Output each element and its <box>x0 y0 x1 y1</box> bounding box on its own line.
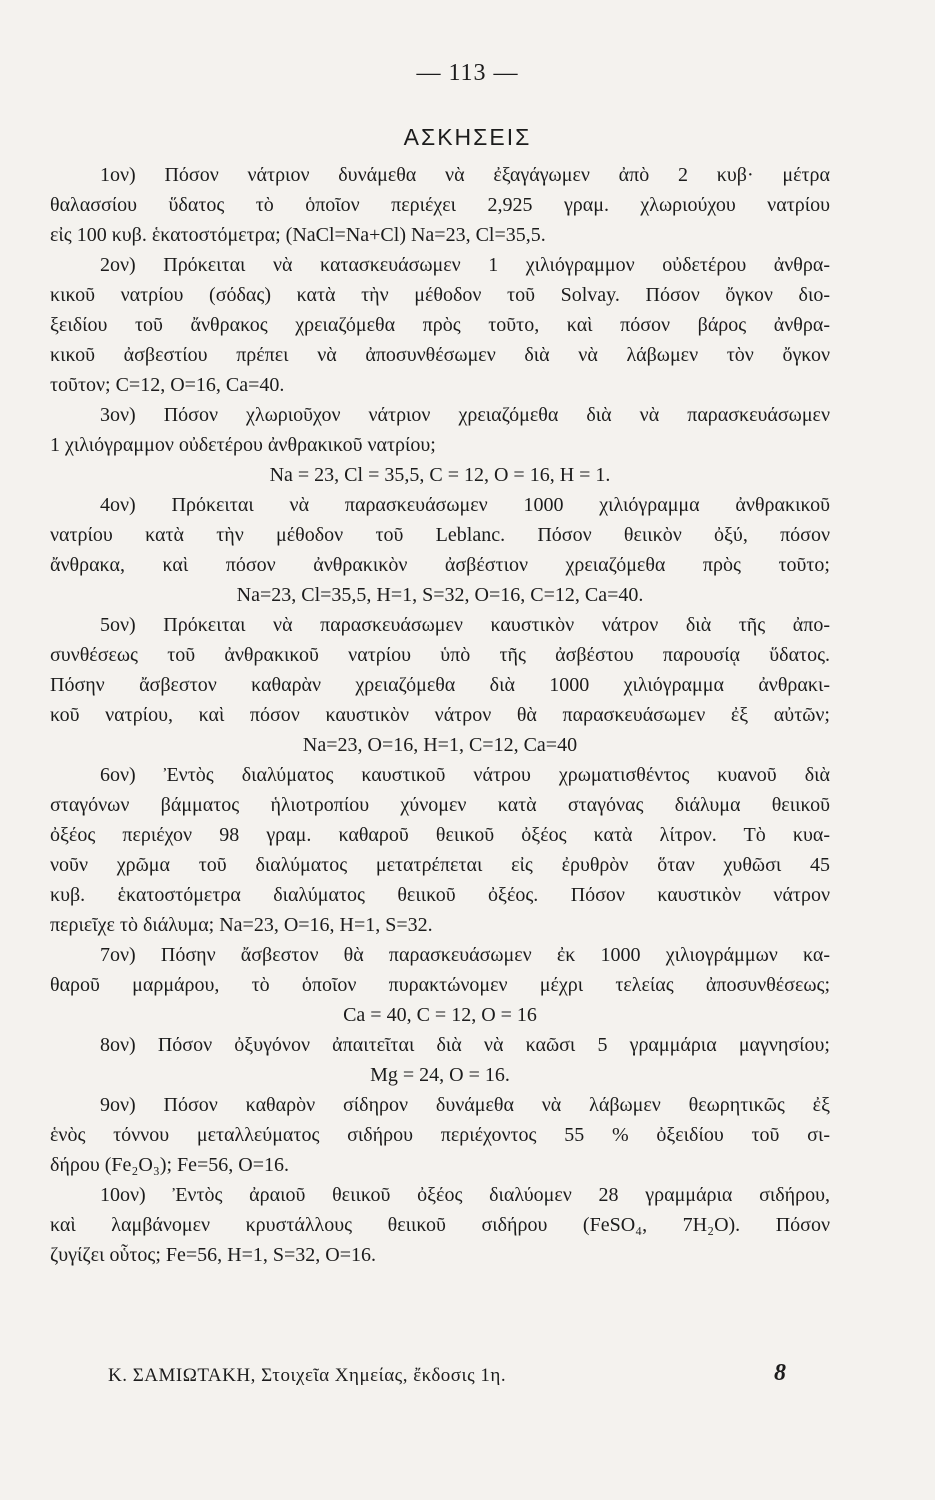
text-line: σταγόνων βάμματος ἡλιοτροπίου χύνομεν κατὰ σταγόνας διάλυμα θειικοῦ <box>50 794 830 816</box>
text-line: θαλασσίου ὕδατος τὸ ὁποῖον περιέχει 2,925 γραμ. χλωριούχου νατρίου <box>50 194 830 216</box>
text-line: 3ον) Πόσον χλωριοῦχον νάτριον χρειαζόμεθα διὰ νὰ παρασκευάσωμεν <box>100 404 830 426</box>
text-line: 9ον) Πόσον καθαρὸν σίδηρον δυνάμεθα νὰ λάβωμεν θεωρητικῶς ἐξ <box>100 1094 830 1116</box>
text-line: 1ον) Πόσον νάτριον δυνάμεθα νὰ ἐξαγάγωμεν ἀπὸ 2 κυβ· μέτρα <box>100 164 830 186</box>
text-line: Mg = 24, O = 16. <box>370 1064 510 1086</box>
section-title: ΑΣΚΗΣΕΙΣ <box>403 124 532 150</box>
text-line: κυβ. ἑκατοστόμετρα διαλύματος θειικοῦ ὀξέος. Πόσον καυστικὸν νάτρον <box>50 884 830 906</box>
text-line: ζυγίζει οὗτος; Fe=56, H=1, S=32, O=16. <box>50 1244 377 1266</box>
text-line: Πόσην ἄσβεστον καθαρὰν χρειαζόμεθα διὰ 1000 χιλιόγραμμα ἀνθρακι- <box>50 674 830 696</box>
text-line: 5ον) Πρόκειται νὰ παρασκευάσωμεν καυστικὸν νάτρον διὰ τῆς ἀπο- <box>100 614 830 636</box>
text-line: κικοῦ νατρίου (σόδας) κατὰ τὴν μέθοδον τοῦ Solvay. Πόσον ὄγκον διο- <box>50 284 830 306</box>
text-line: Ca = 40, C = 12, O = 16 <box>343 1004 537 1026</box>
text-line: 10ον) Ἐντὸς ἀραιοῦ θειικοῦ ὀξέος διαλύομεν 28 γραμμάρια σιδήρου, <box>100 1184 830 1206</box>
text-line: Na=23, O=16, H=1, C=12, Ca=40 <box>302 734 578 756</box>
text-line: κοῦ νατρίου, καὶ πόσον καυστικὸν νάτρον θὰ παρασκευάσωμεν ἐξ αὐτῶν; <box>50 704 830 726</box>
text-line: τοῦτον; C=12, O=16, Ca=40. <box>50 374 285 396</box>
footer-citation: Κ. ΣΑΜΙΩΤΑΚΗ, Στοιχεῖα Χημείας, ἔκδοσις 1η. <box>108 1365 507 1386</box>
text-line: ξειδίου τοῦ ἄνθρακος χρειαζόμεθα πρὸς τοῦτο, καὶ πόσον βάρος ἀνθρα- <box>50 314 830 336</box>
text-line: εἰς 100 κυβ. ἑκατοστόμετρα; (NaCl=Na+Cl) Na=23, Cl=35,5. <box>50 224 546 246</box>
text-line: περιεῖχε τὸ διάλυμα; Na=23, O=16, H=1, S=32. <box>50 914 433 936</box>
text-line: δήρου (Fe₂O₃); Fe=56, O=16. <box>50 1154 290 1176</box>
text-line: συνθέσεως τοῦ ἀνθρακικοῦ νατρίου ὑπὸ τῆς ἀσβέστου παρουσίᾳ ὕδατος. <box>50 644 830 666</box>
text-line: κικοῦ ἀσβεστίου πρέπει νὰ ἀποσυνθέσωμεν διὰ νὰ λάβωμεν τὸν ὄγκον <box>50 344 830 366</box>
text-line: ἑνὸς τόννου μεταλλεύματος σιδήρου περιέχοντος 55 % ὀξειδίου τοῦ σι- <box>50 1124 830 1146</box>
text-line: ἄνθρακα, καὶ πόσον ἀνθρακικὸν ἀσβέστιον χρειαζόμεθα πρὸς τοῦτο; <box>50 554 830 576</box>
text-line: 6ον) Ἐντὸς διαλύματος καυστικοῦ νάτρου χρωματισθέντος κυανοῦ διὰ <box>100 764 830 786</box>
text-line: Na = 23, Cl = 35,5, C = 12, O = 16, H = 1. <box>269 464 611 486</box>
text-line: θαροῦ μαρμάρου, τὸ ὁποῖον πυρακτώνομεν μέχρι τελείας ἀποσυνθέσεως; <box>50 974 830 996</box>
page-number: — 113 — <box>416 60 519 86</box>
text-line: 8ον) Πόσον ὀξυγόνον ἀπαιτεῖται διὰ νὰ καῶσι 5 γραμμάρια μαγνησίου; <box>100 1034 830 1056</box>
text-line: 4ον) Πρόκειται νὰ παρασκευάσωμεν 1000 χιλιόγραμμα ἀνθρακικοῦ <box>100 494 830 516</box>
signature-mark: 8 <box>774 1360 786 1386</box>
text-line: 2ον) Πρόκειται νὰ κατασκευάσωμεν 1 χιλιόγραμμον οὐδετέρου ἀνθρα- <box>100 254 830 276</box>
text-line: καὶ λαμβάνομεν κρυστάλλους θειικοῦ σιδήρου (FeSO₄, 7H₂O). Πόσον <box>50 1214 830 1236</box>
text-line: 1 χιλιόγραμμον οὐδετέρου ἀνθρακικοῦ νατρίου; <box>50 434 436 456</box>
text-line: Na=23, Cl=35,5, H=1, S=32, O=16, C=12, Ca=40. <box>236 584 644 606</box>
text-line: νοῦν χρῶμα τοῦ διαλύματος μετατρέπεται εἰς ἐρυθρὸν ὅταν χυθῶσι 45 <box>50 854 830 876</box>
exercises-text <box>50 160 830 1270</box>
text-line: 7ον) Πόσην ἄσβεστον θὰ παρασκευάσωμεν ἐκ 1000 χιλιογράμμων κα- <box>100 944 830 966</box>
text-line: νατρίου κατὰ τὴν μέθοδον τοῦ Leblanc. Πόσον θειικὸν ὀξύ, πόσον <box>50 524 830 546</box>
text-line: ὀξέος περιέχον 98 γραμ. καθαροῦ θειικοῦ ὀξέος κατὰ λίτρον. Τὸ κυα- <box>50 824 830 846</box>
